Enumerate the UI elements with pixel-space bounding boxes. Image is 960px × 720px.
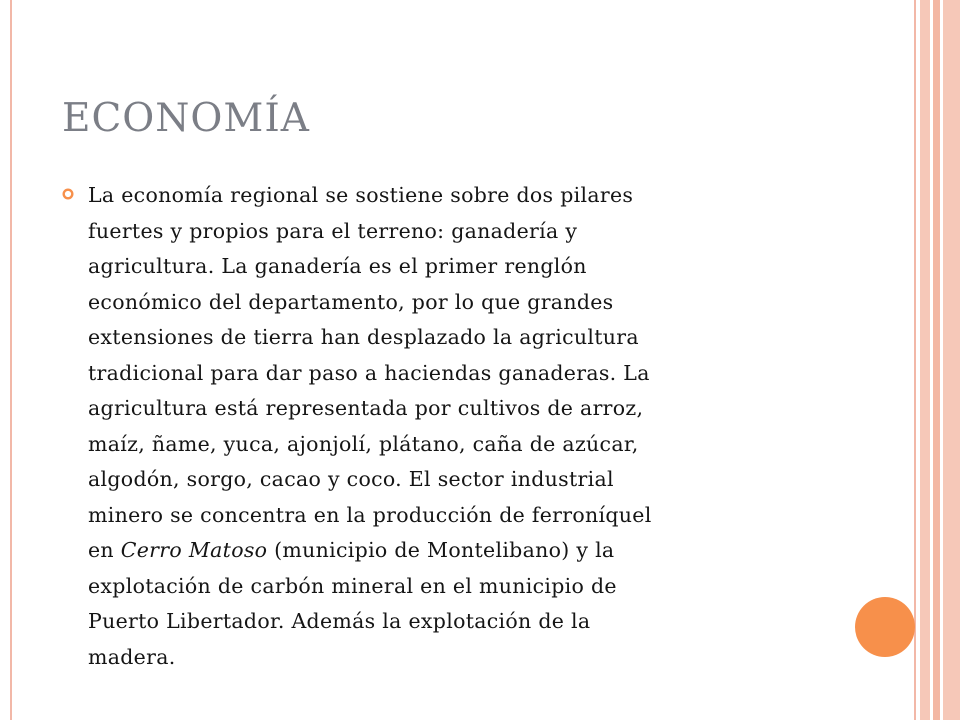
italic-place-name: Cerro Matoso xyxy=(120,538,268,562)
text-line: económico del departamento, por lo que grandes xyxy=(88,289,614,314)
text-line: explotación de carbón mineral en el municipio de xyxy=(88,573,617,598)
text-line: madera. xyxy=(88,644,176,669)
decorative-orange-circle xyxy=(855,597,915,657)
text-line: tradicional para dar paso a haciendas ganaderas. La xyxy=(88,360,650,385)
text-line: agricultura está representada por cultivos de arroz, xyxy=(88,396,644,420)
text-line: minero se concentra en la producción de ferroníquel xyxy=(88,502,652,527)
slide-body xyxy=(62,178,807,675)
bullet-ring-icon xyxy=(62,178,88,675)
text-line: maíz, ñame, yuca, ajonjolí, plátano, caña de azúcar, xyxy=(88,431,639,456)
text-line: extensiones de tierra han desplazado la agricultura xyxy=(88,325,639,349)
slide-title: ECONOMÍA xyxy=(62,96,310,141)
bullet-item xyxy=(62,178,807,675)
text-line-prefix: en xyxy=(88,538,121,562)
decorative-stripes xyxy=(916,0,960,720)
bullet-paragraph xyxy=(88,178,652,675)
text-line: algodón, sorgo, cacao y coco. El sector industrial xyxy=(88,467,614,491)
text-line: agricultura. La ganadería es el primer renglón xyxy=(88,254,587,278)
text-line: Puerto Libertador. Además la explotación de la xyxy=(88,609,591,633)
text-line: La economía regional se sostiene sobre dos pilares xyxy=(88,183,634,207)
text-line-suffix: (municipio de Montelibano) y la xyxy=(267,538,615,562)
text-line: fuertes y propios para el terreno: ganadería y xyxy=(88,218,578,243)
